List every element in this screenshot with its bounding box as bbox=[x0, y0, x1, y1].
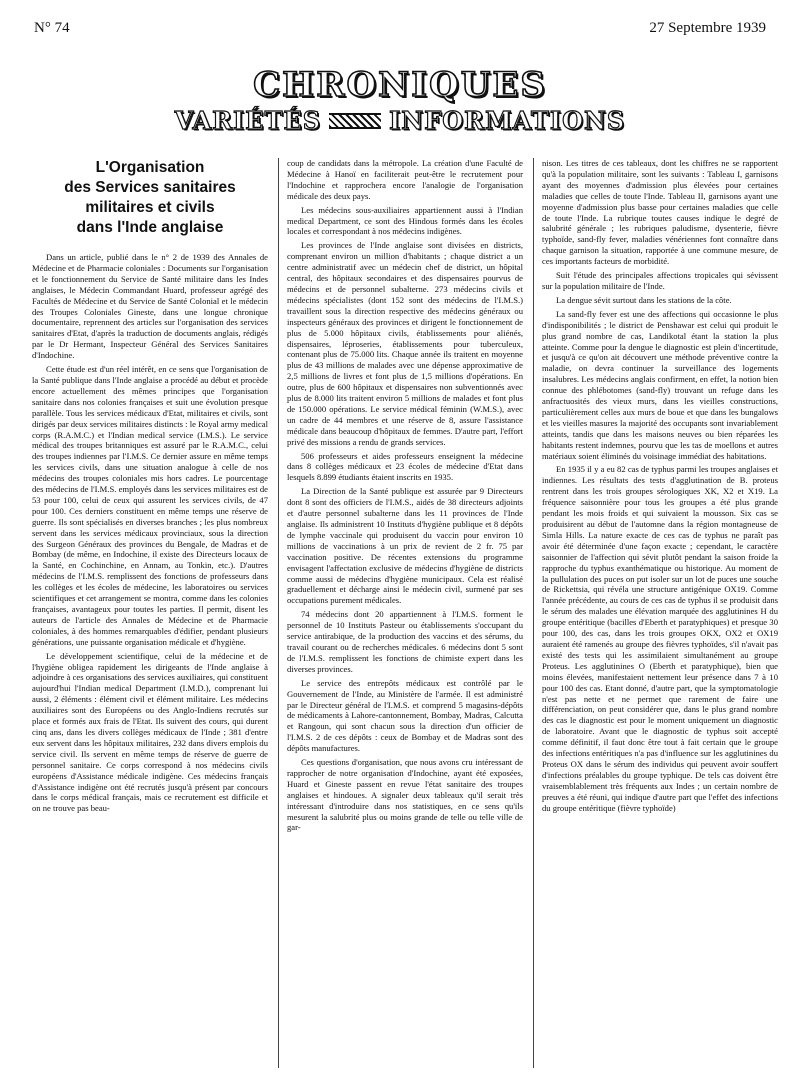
running-header bbox=[34, 20, 766, 42]
ornament-icon bbox=[329, 113, 381, 129]
article-title-line: dans l'Inde anglaise bbox=[76, 219, 224, 236]
column-2 bbox=[278, 158, 523, 1068]
paragraph: Les provinces de l'Inde anglaise sont divisées en districts, comprenant environ un million d'habitants ; chaque district a un centre administratif avec un médecin chef de district, un hôpital central, des hôpitaux secondaires et des dispensaires pourvus de médecins et de personnel subalterne. 273 médecins civils et médecins spécialistes (dont 152 sont des médecins de l'I.M.S.) travaillent sous la direction respective des médecins généraux ou inspecteurs généraux des provinces et dirigent le fonctionnement de plus de 5.000 hôpitaux civils, établissements pour aliénés, dispensaires, léproseries, établissements pour tuberculeux, contenant plus de 75.000 lits. Chaque année ils traitent en moyenne plus de 43 millions de malades avec une dépense approximative de 2,5 millions de livres et font plus de 1,5 millions d'opérations. En outre, plus de 600 hôpitaux et dispensaires non subventionnés avec plus de 8.000 lits traitent environ 5 millions de malades et font plus de 150.000 opérations. Le service médical féminin (W.M.S.), avec un cadre de 44 membres et une réserve de 8, assure l'assistance médicale dans beaucoup d'hôpitaux de femmes. D'autre part, l'effort privé des missions a rendu de grands services. bbox=[287, 240, 523, 447]
paragraph: Cette étude est d'un réel intérêt, en ce sens que l'organisation de la Santé publique dans l'Inde anglaise a procédé au début et procède encore actuellement des mêmes principes que l'organisation sanitaire dans nos colonies françaises et suit une évolution presque parallèle. Tous les services médicaux d'Etat, militaires et civils, sont dirigés par deux services militaires distincts : le Royal army medical corps (R.A.M.C.) et l'Indian medical service (I.M.S.). Le service médical des troupes britanniques est assuré par le R.A.M.C., celui des troupes indiennes par l'I.M.S. Ce dernier assure en même temps les services civils, dans une situation analogue à celle de nos médecins des troupes coloniales mis hors cadres. Le pourcentage des médecins de l'I.M.S. employés dans les services militaires est de 53 pour 100, celui de ceux qui assurent les services civils, de 47 pour 100. Ces derniers constituent en même temps une réserve de guerre. Ils sont spécialisés en diverses branches ; les plus nombreux servent dans les services médicaux provinciaux, sous la direction des Surgeon Généraux des provinces du Bengale, de Madras et de Bombay (de même, en Indochine, il existe des Directeurs locaux de la Santé, en Cochinchine, en Annam, au Tonkin, etc.). D'autres médecins de l'I.M.S. remplissent des fonctions de professeurs dans les collèges et les écoles de médecine, les laboratoires ou services scientifiques et cet arrangement se montra, comme dans les colonies françaises, avantageux pour toutes les parties. Il permit, disent les auteurs de l'article des Annales de Médecine et de Pharmacie coloniales, à des hommes remarquables d'édifier, pendant plusieurs générations, une puissante organisation médicale et d'hygiène. bbox=[32, 364, 268, 647]
paragraph: La Direction de la Santé publique est assurée par 9 Directeurs dont 8 sont des officiers de l'I.M.S., aidés de 38 directeurs adjoints et d'autre personnel subalterne dans les 11 provinces de l'Inde anglaise. Ils administrent 10 Instituts d'hygiène publique et 8 dépôts de lymphe vaccinale qui produisent du vaccin pour environ 10 millions de vaccinations à un prix de revient de 2 fr. 75 par vaccination positive. De récentes extensions du programme envisagent l'affectation exclusive de médecins d'hygiène de districts comme aussi de médecins d'hygiène municipaux. Cela est réalisé graduellement et décharge ainsi le médecin civil, surmené par ses occupations purement médicales. bbox=[287, 486, 523, 606]
paragraph: 74 médecins dont 20 appartiennent à l'I.M.S. forment le personnel de 10 Instituts Pasteur ou établissements s'occupant du service antirabique, de la production des vaccins et des sérums, du travail courant ou de recherches médicales. 6 médecins dont 5 sont de l'I.M.S. remplissent les fonctions de chimiste expert dans les diverses provinces. bbox=[287, 609, 523, 674]
column-3 bbox=[533, 158, 778, 1068]
paragraph: Suit l'étude des principales affections tropicales qui sévissent sur la population militaire de l'Inde. bbox=[542, 270, 778, 291]
issue-number: N° 74 bbox=[34, 20, 70, 36]
paragraph: Le développement scientifique, celui de la médecine et de l'hygiène obligea rapidement les dirigeants de l'Inde anglaise à adjoindre à ces organisations des services auxiliaires, qui constituent aujourd'hui l'Indian medical Department (I.M.D.), comprenant lui aussi, 2 éléments : élément civil et élément militaire. Les médecins auxiliaires sont des Européens ou des Anglo-Indiens recrutés sur place et formés aux frais de l'Etat. Ils suivent des cours, qui durent cinq ans, dans les divers collèges médicaux de l'Inde ; 381 d'entre eux servent dans les hôpitaux militaires, 232 dans divers emplois du service civil. Ils servent en même temps de réserve de guerre de personnel sanitaire. Ce corps correspond à nos médecins civils européens d'Assistance médicale indigène. Ces médecins français d'Assistance indigène ont été recrutés jusqu'à présent par concours dans le corps médical français, mais ce recrutement est difficile et on ne trouve pas beau- bbox=[32, 650, 268, 814]
article-body bbox=[32, 158, 778, 1068]
masthead bbox=[0, 66, 800, 136]
paragraph: La dengue sévit surtout dans les stations de la côte. bbox=[556, 294, 732, 305]
masthead-title: CHRONIQUES bbox=[253, 65, 547, 105]
article-title-line: des Services sanitaires bbox=[64, 179, 236, 196]
paragraph: Ces questions d'organisation, que nous avons cru intéressant de rapprocher de notre organisation d'Indochine, ayant été exposées, Huard et Gineste passent en revue l'état sanitaire des troupes anglaises et hindoues. A signaler deux tableaux qu'il serait très intéressant d'introduire dans nos statistiques, en ce sens qu'ils mesurent la salubrité plus ou moins grande de telle ou telle ville de gar- bbox=[287, 757, 523, 833]
issue-date: 27 Septembre 1939 bbox=[649, 20, 766, 36]
paragraph: coup de candidats dans la métropole. La création d'une Faculté de Médecine à Hanoï en faciliterait peut-être le recrutement pour l'Indochine et rapprochera encore l'analogie de l'organisation médicale des deux pays. bbox=[287, 158, 523, 201]
article-title bbox=[32, 158, 268, 238]
paragraph: nison. Les titres de ces tableaux, dont les chiffres ne se rapportent qu'à la population militaire, sont les suivants : Tableau I, garnisons ayant des moyennes d'admission plus élevées pour certaines maladies que celles de toute l'Inde. Tableau II, garnisons ayant une moyenne d'admission plus basse pour certaines maladies que celle de toute l'Inde. La rubrique toutes causes indique le degré de salubrité générale ; les rubriques paludisme, dysenterie, fièvre typhoïde, sand-fly fever, maladies vénériennes font connaître dans chaque garnison la situation, rapportée à une commune mesure, de ces importants facteurs de morbidité. bbox=[542, 158, 778, 267]
article-title-line: L'Organisation bbox=[95, 159, 205, 176]
paragraph: Les médecins sous-auxiliaires appartiennent aussi à l'Indian medical Department, ce sont des Hindous formés dans les écoles locales et correspondant à nos médecins indigènes. bbox=[287, 204, 523, 237]
article-title-line: militaires et civils bbox=[85, 199, 215, 216]
paragraph: Le service des entrepôts médicaux est contrôlé par le Gouvernement de l'Inde, au Ministère de l'armée. Il est administré par le Directeur général de l'I.M.S. et comprend 5 magasins-dépôts de médicaments à Lahore-cantonnement, Bombay, Madras, Calcutta et Rangoun, qui sont chacun sous la direction d'un officier de l'I.M.S. 2 de ces dépôts : ceux de Bombay et de Madras sont des dépôts manufactures. bbox=[287, 677, 523, 754]
masthead-subtitle bbox=[0, 106, 800, 136]
paragraph: En 1935 il y a eu 82 cas de typhus parmi les troupes anglaises et indiennes. Les résultats des tests d'agglutination de B. proteus rentrent dans les trois groupes sérologiques XK, X2 et X19. La fréquence saisonnière pour tous les groupes a été plus grande pendant les mois froids et qui suivaient la mousson. Six cas se produisirent au début de l'automne dans la région montagneuse de Simla Hills. La nature exacte de ces cas de typhus ne paraît pas avoir été déterminée d'une façon exacte ; cependant, le caractère saisonnier de l'affection qui sévit plutôt pendant la saison froide la rapproche du typhus exanthématique ou historique. Au moment de la pullulation des puces on put isoler sur un lot de puces une souche de Rickettsia, qui révéla une structure antigénique OX19. Comme l'année précédente, au cours de ces cas de typhus il se produisit dans le sérum des malades une élévation marquée des agglutinines H du groupe entéritique (bacilles d'Eberth et paratyphiques) et presque 30 pour 100, des cas, dans les trois groupes OKX, OX2 et OX19 auraient été ramenés au groupe des fièvres typhoïdes, s'il n'avait pas existé des tests qui les assimilaient simultanément au groupe Proteus. Les agglutinines O (Eberth et paratyphique), bien que moins élevées, manifestaient nettement leur présence dans 7 à 10 pour 100 des cas. Etant donné, d'autre part, que la symptomatologie n'est pas nette et ne permet que rarement de faire une différenciation, on peut considérer que, dans le plus grand nombre des cas le diagnostic est pour le moment uniquement un diagnostic de laboratoire. Avant que le diagnostic de typhus soit accepté comme définitif, il faut donc être tout à fait certain que le groupe des infections entéritiques n'a pas d'influence sur les agglutinines du Proteus OX dans le sérum des individus qui peuvent avoir souffert d'infections préalables du groupe typhique. De tels cas doivent être vraisemblablement très fréquents aux Indes ; un certain nombre de preuves a été réuni, qui indique d'autre part que l'effet des infections du groupe entéritique (fièvre typhoïde) bbox=[542, 464, 778, 813]
column-1 bbox=[32, 158, 268, 1068]
paragraph: La sand-fly fever est une des affections qui occasionne le plus d'indisponibilités ; le district de Penshawar est celui qui produit le plus grand nombre de cas, Landikotal étant la station la plus atteinte. Comme pour la dengue le diagnostic est plein d'incertitude, et jusqu'à ce qu'on ait découvert une méthode préventive contre la maladie, on devra continuer la surveillance des logements insalubres. Les médecins anglais confirment, en effet, la notion bien connue des phlébotomes (sand-fly) trouvant un refuge dans les anfractuosités des vieux murs, dans les vieilles constructions, particulièrement celles aux murs de boue et que dans les bungalows et les vieilles masures la majorité des occupants sont invariablement atteints, tandis que dans les maisons neuves ou bien réparées les habitants restent indemnes, pourvu que les tas de moellons et autres matériaux soient éliminés du voisinage immédiat des habitations. bbox=[542, 308, 778, 461]
paragraph: Dans un article, publié dans le n° 2 de 1939 des Annales de Médecine et de Pharmacie coloniales : Documents sur l'organisation et le fonctionnement du Service de Santé militaire dans les Indes anglaises, le Médecin Commandant Huard, professeur agrégé des Facultés de Médecine et du Service de Santé Colonial et le médecin des Troupes Coloniales Gineste, dans une longue chronique documentaire, reprennent des articles sur l'organisation des services sanitaires d'Etat, d'après la traduction de documents anglais, rédigés par le Dr Hermant, Inspecteur Général des Services Sanitaires d'Indochine. bbox=[32, 252, 268, 361]
masthead-varietes: VARIÉTÉS bbox=[174, 106, 322, 135]
masthead-informations: INFORMATIONS bbox=[389, 106, 626, 135]
paragraph: 506 professeurs et aides professeurs enseignent la médecine dans 8 collèges médicaux et 23 écoles de médecine d'Etat dans lesquels 8.899 étudiants étaient inscrits en 1935. bbox=[287, 450, 523, 483]
